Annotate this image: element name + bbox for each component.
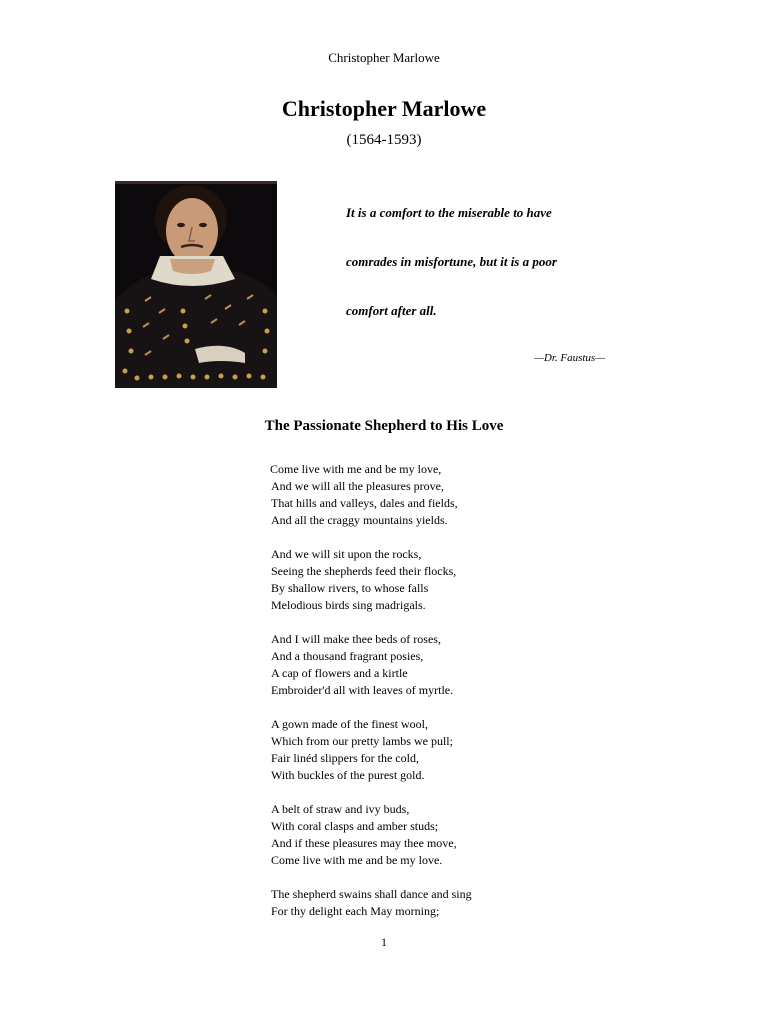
stanza-spacer [271, 784, 591, 801]
poem-body [271, 461, 591, 920]
stanza-spacer [271, 529, 591, 546]
poem-line: With buckles of the purest gold. [271, 768, 425, 782]
portrait-image [115, 181, 277, 388]
quote-attribution: —Dr. Faustus— [534, 352, 605, 364]
quote-line: comfort after all. [346, 303, 437, 318]
poem-line: A belt of straw and ivy buds, [271, 802, 410, 816]
epigraph-quote [346, 200, 646, 347]
quote-line: It is a comfort to the miserable to have [346, 205, 552, 220]
poem-stanza [271, 461, 591, 529]
poem-stanza [271, 716, 591, 784]
poem-line: Come live with me and be my love, [270, 462, 442, 476]
poem-stanza [271, 546, 591, 614]
poem-line: Fair linéd slippers for the cold, [271, 751, 419, 765]
poem-line: And we will all the pleasures prove, [271, 479, 444, 493]
poem-line: And if these pleasures may thee move, [271, 836, 457, 850]
poem-line: And I will make thee beds of roses, [271, 632, 441, 646]
poem-stanza [271, 631, 591, 699]
poem-line: A cap of flowers and a kirtle [271, 666, 408, 680]
poem-line: And we will sit upon the rocks, [271, 547, 422, 561]
stanza-spacer [271, 869, 591, 886]
poem-line: That hills and valleys, dales and fields, [271, 496, 458, 510]
poem-line: And all the craggy mountains yields. [271, 513, 448, 527]
poem-line: Embroider'd all with leaves of myrtle. [271, 683, 454, 697]
poem-line: And a thousand fragrant posies, [271, 649, 424, 663]
poem-line: Come live with me and be my love. [271, 853, 443, 867]
quote-line: comrades in misfortune, but it is a poor [346, 254, 557, 269]
life-dates: (1564-1593) [346, 132, 422, 148]
poem-line: The shepherd swains shall dance and sing [271, 887, 472, 901]
page-title: Christopher Marlowe [281, 96, 487, 121]
poem-line: Melodious birds sing madrigals. [271, 598, 426, 612]
running-header: Christopher Marlowe [328, 50, 440, 65]
poem-stanza [271, 886, 591, 920]
poem-title: The Passionate Shepherd to His Love [264, 418, 504, 434]
poem-line: By shallow rivers, to whose falls [271, 581, 429, 595]
poem-line: A gown made of the finest wool, [271, 717, 428, 731]
poem-stanza [271, 801, 591, 869]
poem-line: Which from our pretty lambs we pull; [271, 734, 453, 748]
page-number: 1 [381, 935, 387, 949]
poem-line: For thy delight each May morning; [271, 904, 440, 918]
poem-line: With coral clasps and amber studs; [271, 819, 439, 833]
stanza-spacer [271, 699, 591, 716]
poem-line: Seeing the shepherds feed their flocks, [271, 564, 457, 578]
stanza-spacer [271, 614, 591, 631]
